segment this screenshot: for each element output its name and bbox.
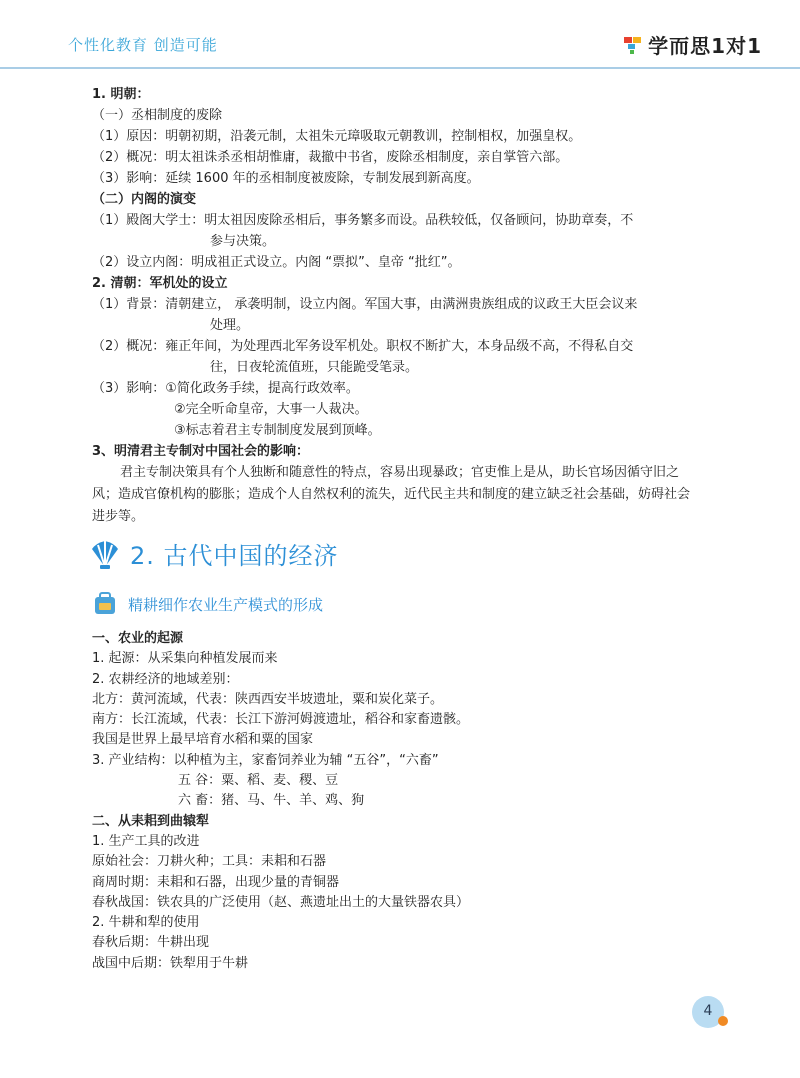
agri-line: 3. 产业结构：以种植为主，家畜饲养业为辅 “五谷”，“六畜” <box>92 752 439 768</box>
agri-line: 春秋战国：铁农具的广泛使用（赵、燕遗址出土的大量铁器农具） <box>92 894 470 910</box>
agri-line: 2. 农耕经济的地域差别： <box>92 671 239 687</box>
agri-line: 战国中后期：铁犁用于牛耕 <box>92 955 249 971</box>
section-heading <box>88 536 339 571</box>
ming-sub2: （二）内阁的演变 <box>92 192 197 207</box>
five-grains: 五 谷：粟、稻、麦、稷、豆 <box>178 773 339 789</box>
agri-line: 我国是世界上最早培育水稻和粟的国家 <box>92 732 314 748</box>
six-livestock: 六 畜：猪、马、牛、羊、鸡、狗 <box>178 793 365 809</box>
ming-cabinet: （2）设立内阁：明成祖正式设立。内阁 “票拟”、皇帝 “批红”。 <box>92 255 461 270</box>
impact-paragraph: 君主专制决策具有个人独断和随意性的特点，容易出现暴政；官吏惟上是从，助长官场因循守旧之风；造成官僚机构的膨胀；造成个人自然权利的流失，近代民主共和制度的建立缺乏社会基础，妨碍社会进步等。 <box>92 465 691 524</box>
qing-effect-1: （3）影响：①简化政务手续，提高行政效率。 <box>92 381 359 396</box>
agri-heading-2: 二、从耒耜到曲辕犁 <box>92 813 210 829</box>
section-title: 2. 古代中国的经济 <box>130 542 339 570</box>
qing-background: （1）背景：清朝建立， 承袭明制，设立内阁。军国大事，由满洲贵族组成的议政王大臣会议来 <box>92 297 638 312</box>
brand-logo-icon <box>622 34 644 56</box>
ming-qing-section <box>92 84 712 528</box>
ming-effect: （3）影响：延续 1600 年的丞相制度被废除，专制发展到新高度。 <box>92 171 480 186</box>
subsection-title: 精耕细作农业生产模式的形成 <box>128 595 324 614</box>
agri-line: 原始社会：刀耕火种；工具：耒耜和石器 <box>92 854 327 870</box>
ming-sub1: （一）丞相制度的废除 <box>92 108 223 123</box>
qing-heading: 2. 清朝：军机处的设立 <box>92 276 228 291</box>
shell-icon <box>88 537 122 571</box>
brand-name: 学而思1对1 <box>648 34 762 58</box>
agri-line: 1. 起源：从采集向种植发展而来 <box>92 651 278 667</box>
page-number: 4 <box>703 1003 713 1019</box>
agri-line: 2. 牛耕和犁的使用 <box>92 915 200 931</box>
agri-line: 南方：长江流域，代表：长江下游河姆渡遗址，稻谷和家畜遗骸。 <box>92 712 470 728</box>
agri-heading-1: 一、农业的起源 <box>92 631 184 646</box>
agri-line: 商周时期：耒耜和石器，出现少量的青铜器 <box>92 874 340 890</box>
qing-overview-cont: 往，日夜轮流值班，只能跪受笔录。 <box>210 360 419 375</box>
header-divider <box>0 67 800 69</box>
ming-grand-secretary: （1）殿阁大学士：明太祖因废除丞相后，事务繁多而设。品秩较低，仅备顾问，协助章奏，不 <box>92 213 634 228</box>
ming-heading: 1. 明朝： <box>92 87 150 102</box>
page-header <box>0 0 800 68</box>
ming-reason: （1）原因：明朝初期，沿袭元制，太祖朱元璋吸取元朝教训，控制相权，加强皇权。 <box>92 129 582 144</box>
qing-overview: （2）概况：雍正年间，为处理西北军务设军机处。职权不断扩大，本身品级不高，不得私自交 <box>92 339 634 354</box>
subsection-heading <box>92 592 323 616</box>
agri-line: 1. 生产工具的改进 <box>92 833 200 849</box>
qing-background-cont: 处理。 <box>210 318 250 333</box>
ming-grand-secretary-cont: 参与决策。 <box>210 234 276 249</box>
impact-heading: 3、明清君主专制对中国社会的影响： <box>92 444 310 459</box>
ming-overview: （2）概况：明太祖诛杀丞相胡惟庸，裁撤中书省，废除丞相制度，亲自掌管六部。 <box>92 150 569 165</box>
page-number-badge <box>692 996 732 1032</box>
qing-effect-2: ②完全听命皇帝，大事一人裁决。 <box>174 402 368 417</box>
brand <box>622 30 762 59</box>
header-slogan: 个性化教育 创造可能 <box>68 36 218 54</box>
agri-line: 春秋后期：牛耕出现 <box>92 935 210 951</box>
agri-line: 北方：黄河流域，代表：陕西西安半坡遗址，粟和炭化菜子。 <box>92 691 444 707</box>
agriculture-section <box>92 629 712 974</box>
qing-effect-3: ③标志着君主专制制度发展到顶峰。 <box>174 423 381 438</box>
backpack-icon <box>92 592 118 616</box>
